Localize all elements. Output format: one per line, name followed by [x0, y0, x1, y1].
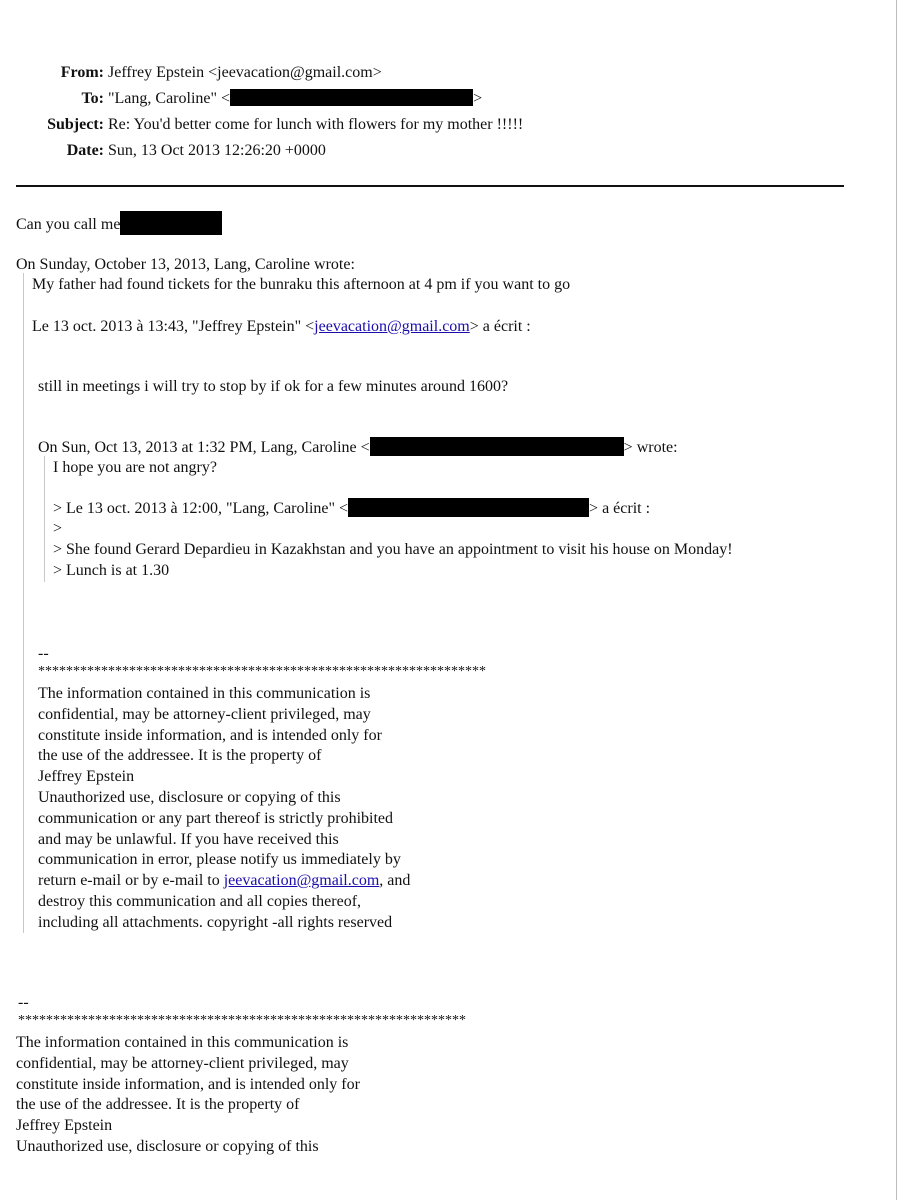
to-row	[18, 87, 618, 111]
footer1-line: including all attachments. copyright -all rights reserved	[38, 913, 393, 931]
to-label: To:	[81, 90, 104, 107]
date-label: Date:	[66, 142, 104, 159]
subject-row	[18, 113, 618, 137]
redaction-bar	[348, 498, 589, 517]
to-value-end: >	[473, 90, 483, 107]
footer1-line: Jeffrey Epstein	[38, 768, 135, 786]
on-sun-suffix: > wrote:	[623, 439, 678, 456]
footer1-line: Unauthorized use, disclosure or copying of this	[38, 788, 341, 806]
footer1-line: constitute inside information, and is intended only for	[38, 726, 382, 744]
footer1-dashes: --	[38, 645, 49, 662]
redaction-bar	[370, 437, 624, 456]
date-value: Sun, 13 Oct 2013 12:26:20 +0000	[108, 142, 326, 159]
le13-suffix: > a écrit :	[469, 318, 531, 335]
on-sun-prefix: On Sun, Oct 13, 2013 at 1:32 PM, Lang, Caroline <	[38, 439, 370, 456]
to-value: "Lang, Caroline" <	[108, 90, 231, 107]
from-value: Jeffrey Epstein <jeevacation@gmail.com>	[108, 64, 382, 81]
subject-label: Subject:	[47, 116, 104, 133]
footer2-line: Jeffrey Epstein	[16, 1117, 113, 1135]
footer2-line: confidential, may be attorney-client privileged, may	[16, 1054, 349, 1072]
gt-empty-line: >	[53, 520, 63, 537]
on-sun-line	[38, 437, 678, 458]
footer1-line: destroy this communication and all copies thereof,	[38, 892, 362, 910]
footer1-line: The information contained in this communication is	[38, 685, 371, 702]
quote-bar-outer	[23, 273, 24, 933]
footer1-disclaimer	[38, 684, 410, 934]
le13-prefix: Le 13 oct. 2013 à 13:43, "Jeffrey Epstein" <	[32, 318, 315, 335]
lunch-line: > Lunch is at 1.30	[53, 562, 170, 579]
from-row	[18, 61, 618, 85]
redaction-bar	[230, 89, 473, 106]
return-suffix: , and	[379, 872, 411, 890]
footer1-line: confidential, may be attorney-client privileged, may	[38, 705, 371, 723]
date-row	[18, 139, 618, 163]
footer1-line: communication in error, please notify us immediately by	[38, 851, 401, 869]
footer2-stars: ****************************************************************	[18, 1013, 466, 1028]
footer1-line: the use of the addressee. It is the property of	[38, 747, 322, 765]
hope-angry-line: I hope you are not angry?	[53, 459, 217, 476]
redaction-bar	[120, 211, 222, 235]
header-rule	[16, 185, 844, 187]
father-tickets-line: My father had found tickets for the bunraku this afternoon at 4 pm if you want to go	[32, 276, 571, 293]
le13b-prefix: > Le 13 oct. 2013 à 12:00, "Lang, Caroline" <	[53, 500, 349, 517]
footer2-line: constitute inside information, and is intended only for	[16, 1075, 360, 1093]
footer1-stars: ****************************************************************	[38, 664, 486, 679]
call-me-line	[16, 211, 222, 235]
email-link[interactable]: jeevacation@gmail.com	[223, 872, 380, 890]
page-edge	[896, 0, 897, 1200]
le13b-line	[53, 498, 650, 519]
email-link[interactable]: jeevacation@gmail.com	[314, 318, 470, 335]
footer2-line: Unauthorized use, disclosure or copying of this	[16, 1137, 319, 1155]
footer1-line: and may be unlawful. If you have received this	[38, 830, 339, 848]
footer1-return-line	[38, 871, 410, 892]
footer2-dashes: --	[18, 994, 29, 1011]
from-label: From:	[60, 64, 104, 81]
le13b-suffix: > a écrit :	[589, 500, 651, 517]
call-me-text: Can you call me	[16, 216, 121, 233]
return-prefix: return e-mail or by e-mail to	[38, 872, 224, 890]
subject-value: Re: You'd better come for lunch with flowers for my mother !!!!!	[108, 116, 524, 133]
footer2-line: the use of the addressee. It is the property of	[16, 1096, 300, 1114]
le13-line	[32, 317, 531, 337]
footer2-line: The information contained in this communication is	[16, 1034, 349, 1051]
depardieu-line: > She found Gerard Depardieu in Kazakhstan and you have an appointment to visit his house on Monday!	[53, 541, 733, 558]
footer2-disclaimer	[16, 1033, 360, 1158]
footer1-line: communication or any part thereof is strictly prohibited	[38, 809, 394, 827]
quote-bar-inner	[44, 456, 45, 582]
still-meetings-line: still in meetings i will try to stop by if ok for a few minutes around 1600?	[38, 378, 509, 395]
on-sunday-line: On Sunday, October 13, 2013, Lang, Caroline wrote:	[16, 256, 355, 273]
